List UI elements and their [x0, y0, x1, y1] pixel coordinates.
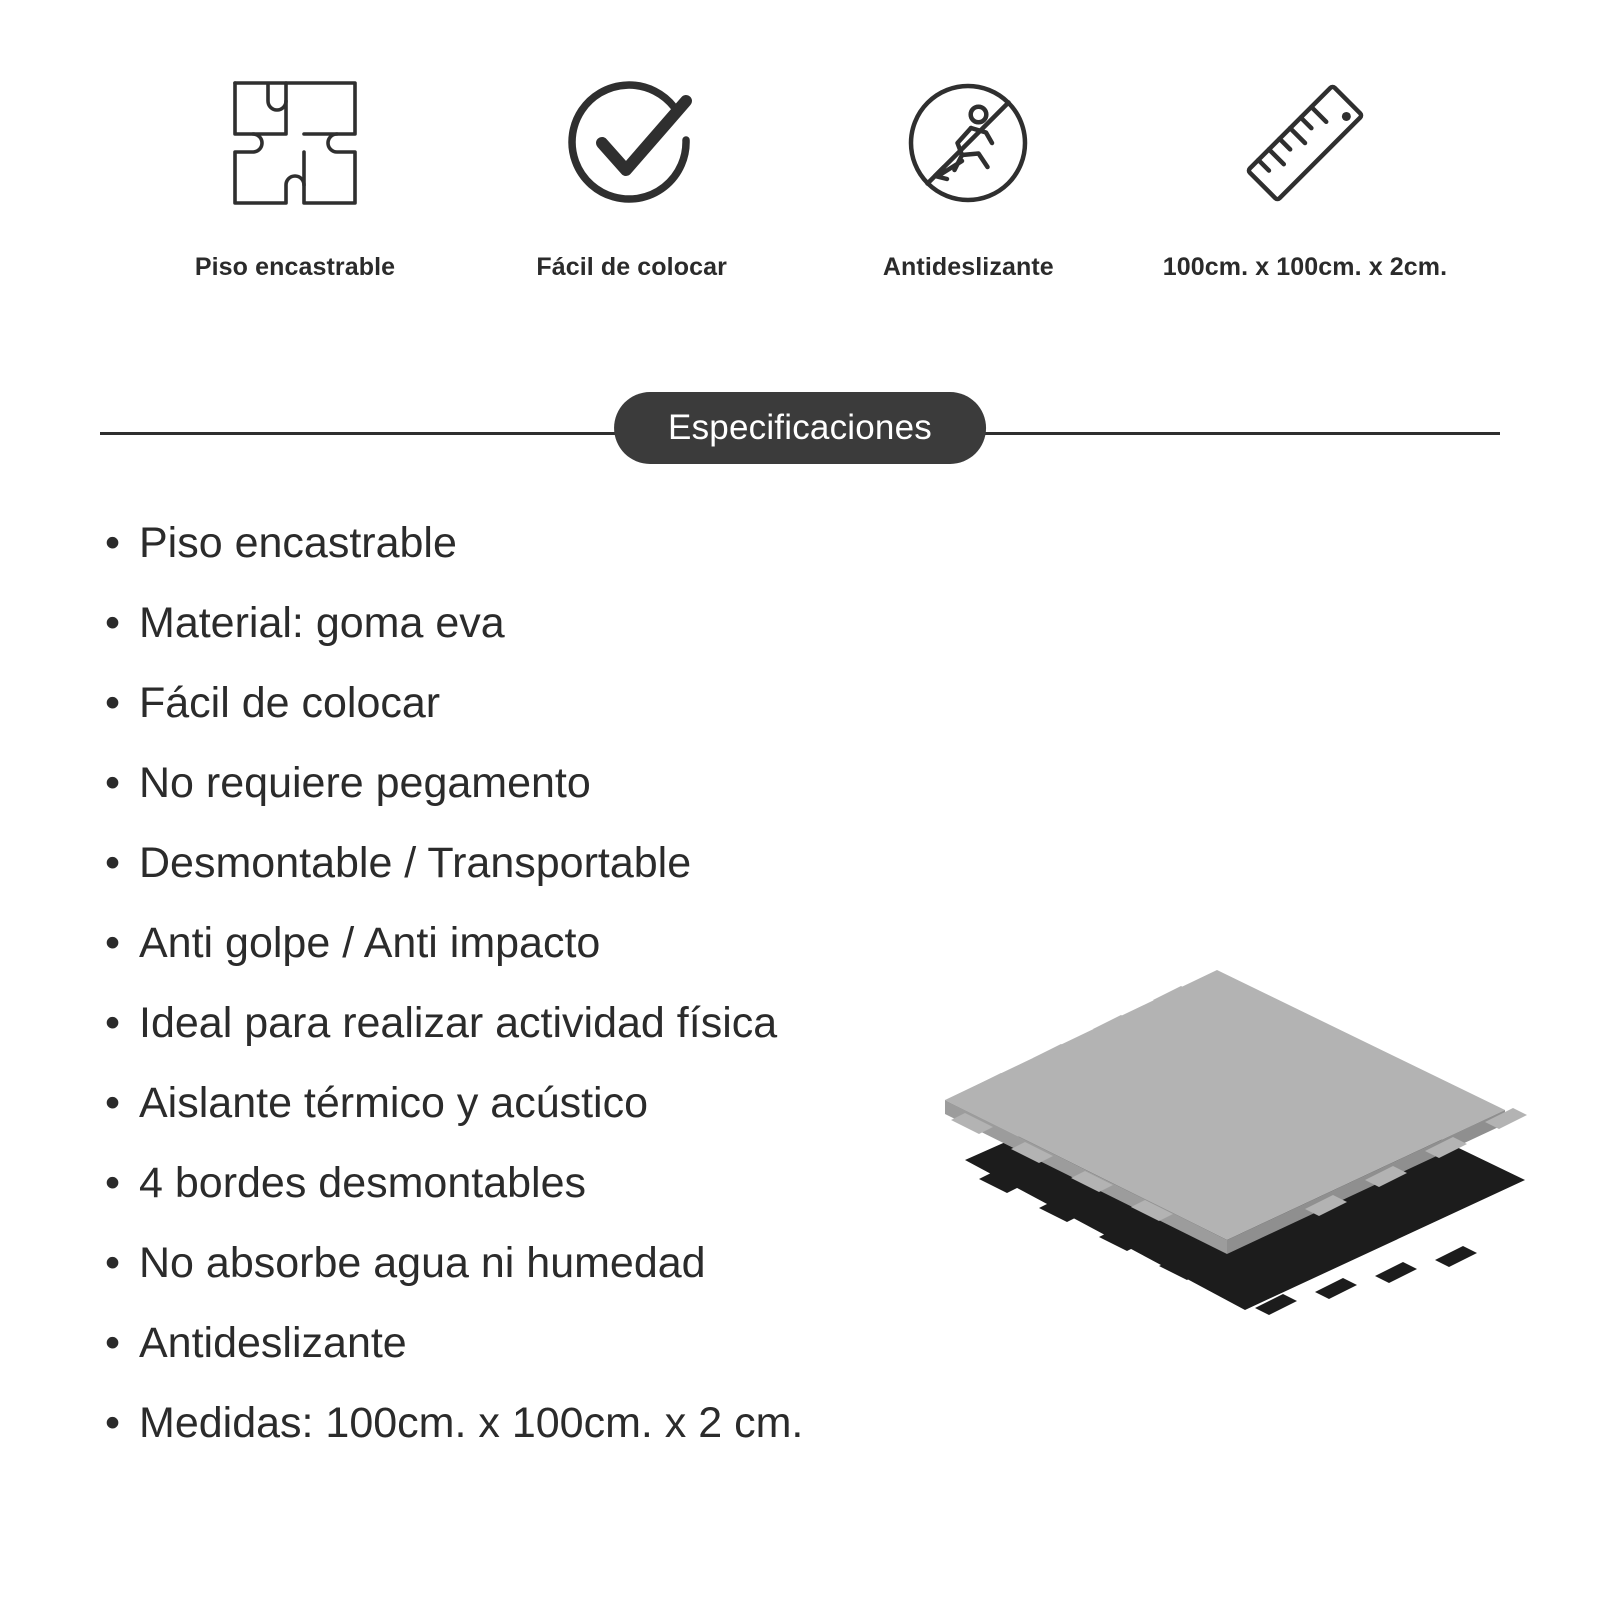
list-item — [105, 1159, 1600, 1242]
list-item — [105, 839, 1600, 922]
list-item — [105, 679, 1600, 762]
list-item-label: Piso encastrable — [139, 519, 457, 567]
list-item — [105, 919, 1600, 1002]
bullet-icon: • — [105, 1399, 121, 1447]
bullet-icon: • — [105, 759, 121, 807]
list-item — [105, 999, 1600, 1082]
feature-label: 100cm. x 100cm. x 2cm. — [1162, 253, 1448, 281]
bullet-icon: • — [105, 1079, 121, 1127]
list-item — [105, 1319, 1600, 1402]
bullet-icon: • — [105, 1239, 121, 1287]
feature-item-medidas — [1140, 60, 1470, 282]
bullet-icon: • — [105, 679, 121, 727]
list-item — [105, 1399, 1600, 1482]
list-item-label: Ideal para realizar actividad física — [139, 999, 778, 1047]
list-item-label: No absorbe agua ni humedad — [139, 1239, 706, 1287]
section-title-pill: Especificaciones — [614, 392, 986, 464]
list-item — [105, 1239, 1600, 1322]
list-item-label: Anti golpe / Anti impacto — [139, 919, 601, 967]
bullet-icon: • — [105, 919, 121, 967]
puzzle-icon — [220, 60, 370, 225]
list-item-label: Fácil de colocar — [139, 679, 441, 727]
list-item — [105, 1079, 1600, 1162]
feature-item-piso-encastrable — [130, 60, 460, 282]
feature-label: Fácil de colocar — [536, 253, 727, 281]
list-item-label: Material: goma eva — [139, 599, 505, 647]
bullet-icon: • — [105, 519, 121, 567]
bullet-icon: • — [105, 599, 121, 647]
feature-label: Piso encastrable — [194, 253, 396, 281]
feature-item-facil-de-colocar — [467, 60, 797, 282]
feature-item-antideslizante — [803, 60, 1133, 282]
check-circle-icon — [557, 60, 707, 225]
list-item-label: Antideslizante — [139, 1319, 407, 1367]
feature-row — [0, 0, 1600, 282]
list-item-label: Medidas: 100cm. x 100cm. x 2 cm. — [139, 1399, 804, 1447]
bullet-icon: • — [105, 999, 121, 1047]
list-item — [105, 519, 1600, 602]
ruler-icon — [1230, 60, 1380, 225]
no-slip-icon — [893, 60, 1043, 225]
section-divider — [0, 392, 1600, 472]
bullet-icon: • — [105, 1319, 121, 1367]
list-item-label: No requiere pegamento — [139, 759, 591, 807]
list-item-label: 4 bordes desmontables — [139, 1159, 587, 1207]
list-item-label: Desmontable / Transportable — [139, 839, 692, 887]
list-item-label: Aislante térmico y acústico — [139, 1079, 649, 1127]
list-item — [105, 599, 1600, 682]
feature-label: Antideslizante — [882, 253, 1054, 281]
bullet-icon: • — [105, 1159, 121, 1207]
list-item — [105, 759, 1600, 842]
bullet-icon: • — [105, 839, 121, 887]
specifications-list — [0, 519, 1600, 1482]
